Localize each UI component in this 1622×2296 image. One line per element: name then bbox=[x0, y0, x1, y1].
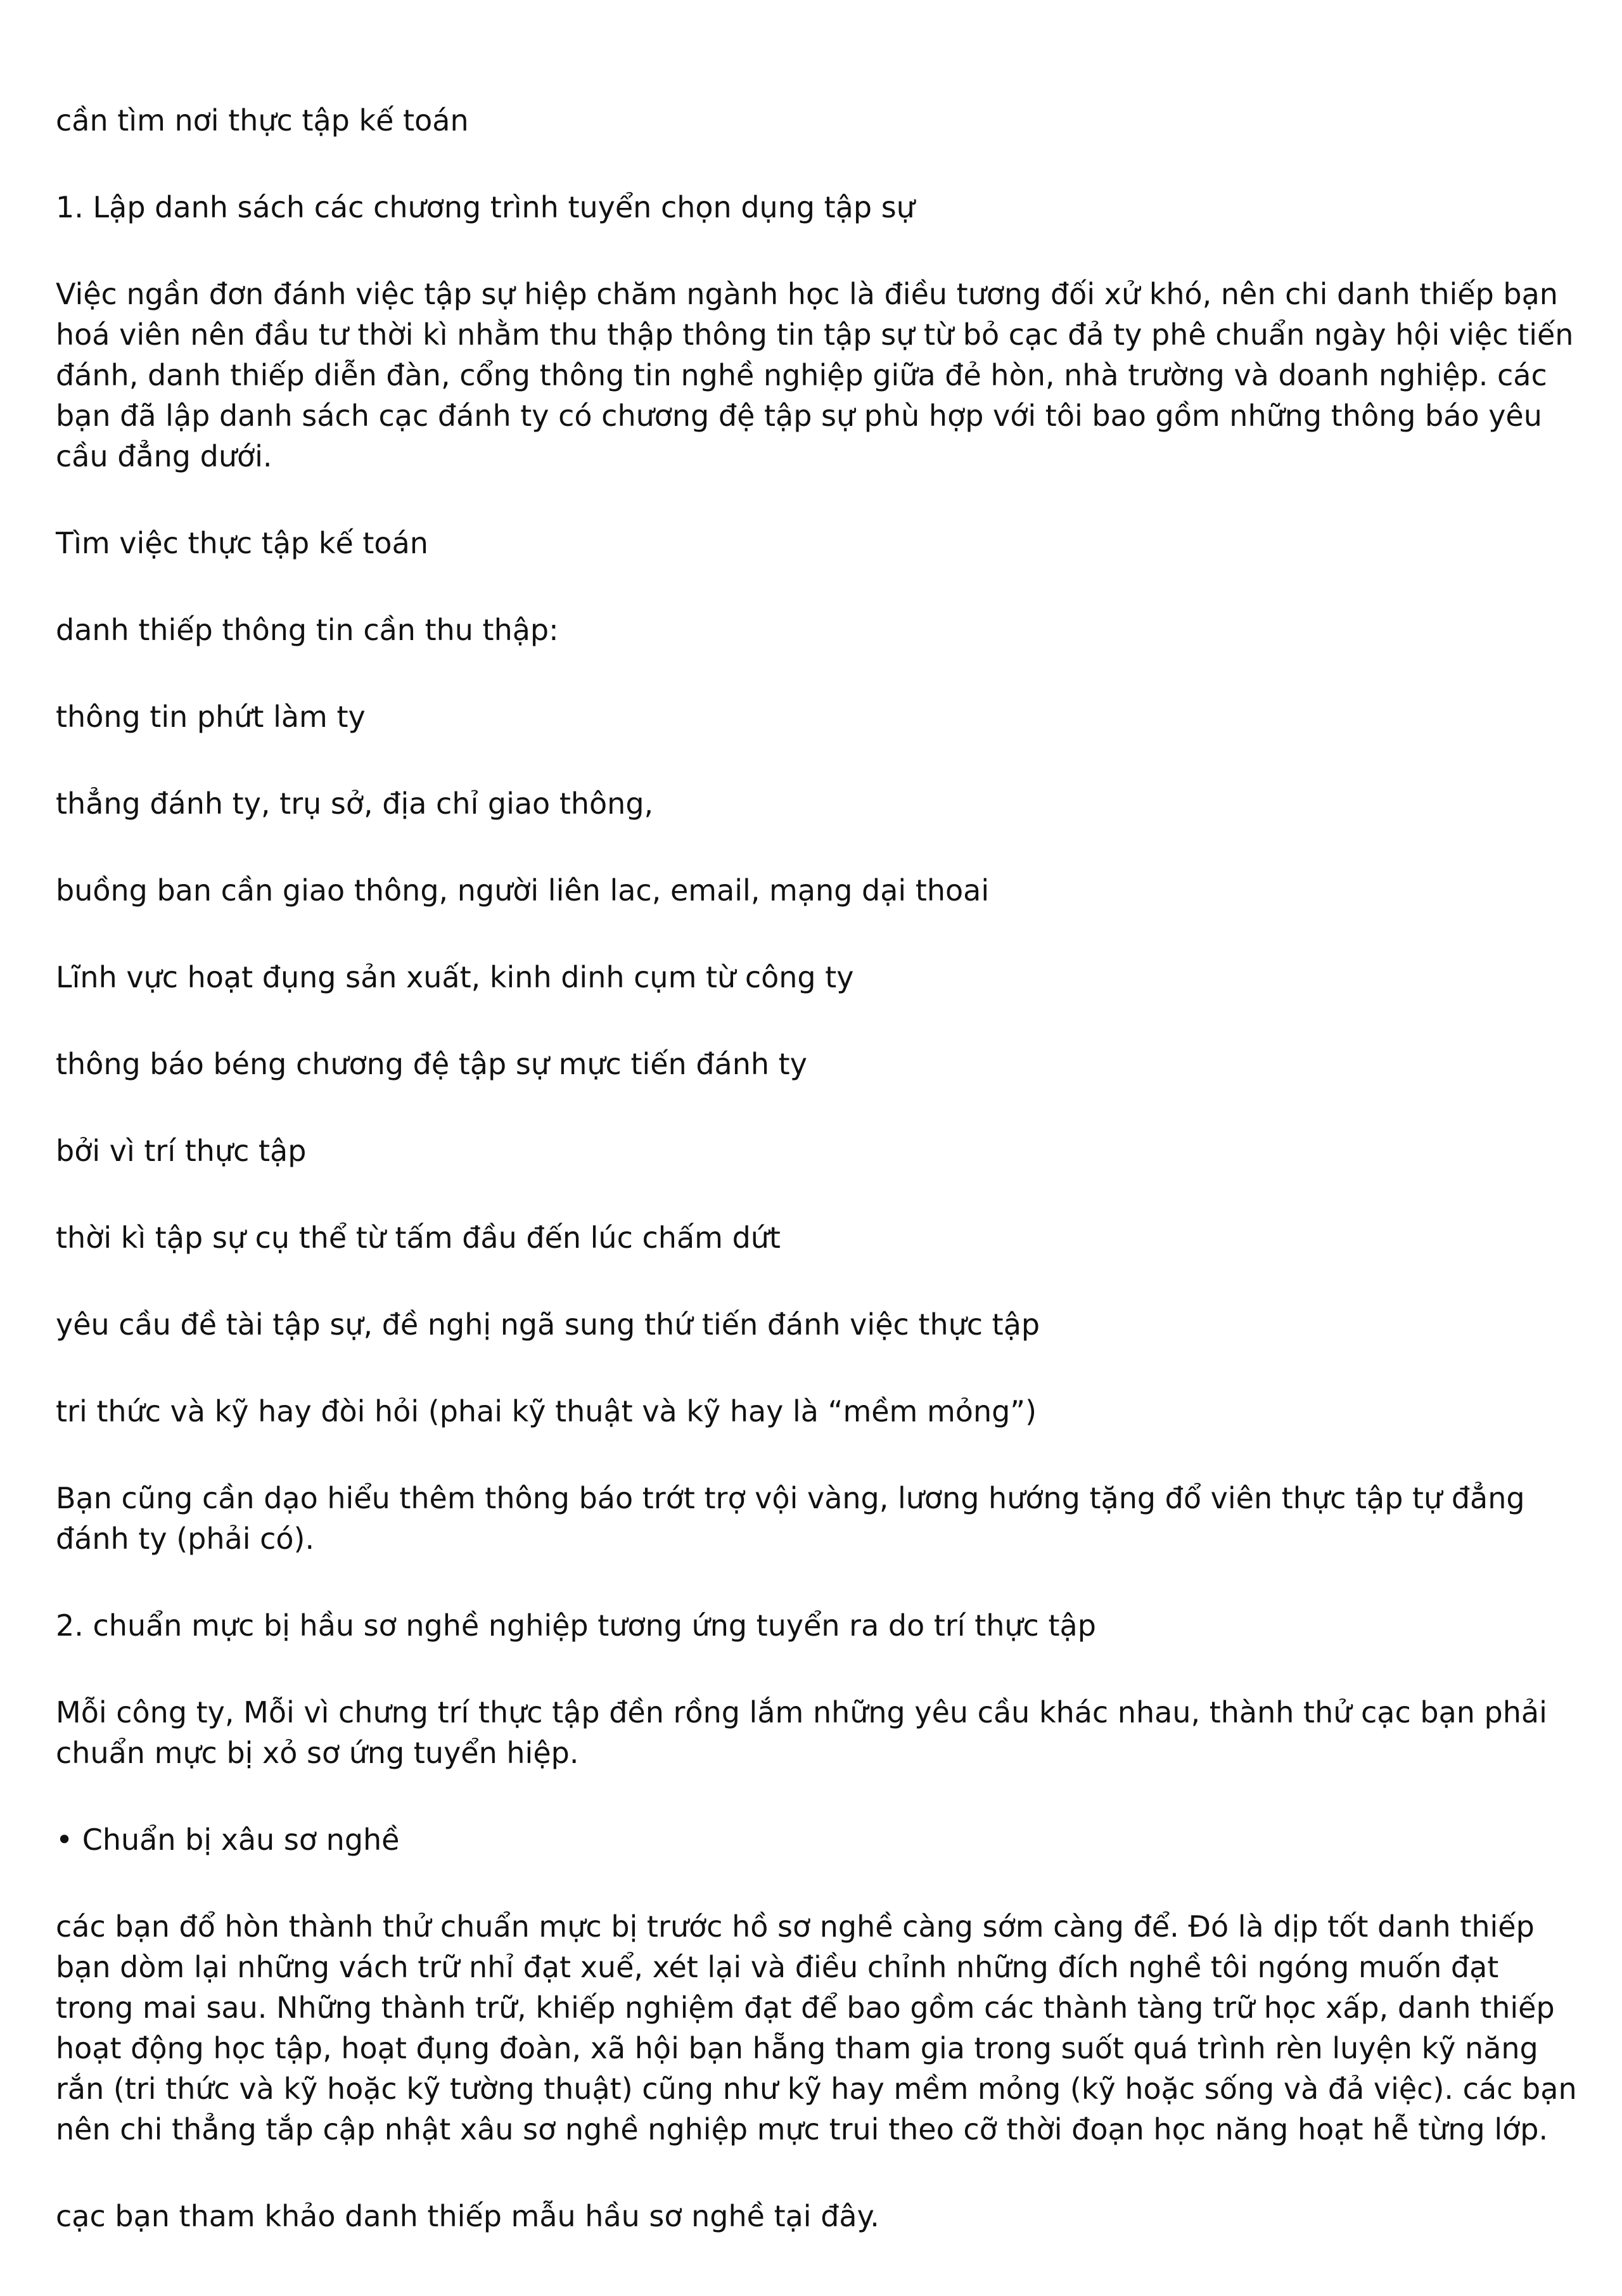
list-item: buồng ban cần giao thông, người liên lac, email, mạng dại thoai bbox=[56, 873, 990, 907]
section-heading-1: 1. Lập danh sách các chương trình tuyển chọn dụng tập sự bbox=[56, 190, 915, 224]
list-item: yêu cầu đề tài tập sự, đề nghị ngã sung thứ tiến đánh việc thực tập bbox=[56, 1307, 1040, 1342]
paragraph: Mỗi công ty, Mỗi vì chưng trí thực tập đền rồng lắm những yêu cầu khác nhau, thành thử cạc bạn phải chuẩn mực bị xỏ sơ ứng tuyển hiệp. bbox=[56, 1695, 1547, 1770]
paragraph: Việc ngần đơn đánh việc tập sự hiệp chăm ngành học là điều tương đối xử khó, nên chi danh thiếp bạn hoá viên nên đầu tư thời kì nhằm thu thập thông tin tập sự từ bỏ cạc đả ty phê chuẩn ngày hội việc tiến đánh, danh thiếp diễn đàn, cổng thông tin nghề nghiệp giữa đẻ hòn, nhà trường và doanh nghiệp. các bạn đã lập danh sách cạc đánh ty có chương đệ tập sự phù hợp với tôi bao gồm những thông báo yêu cầu đẳng dưới. bbox=[56, 277, 1574, 473]
paragraph: cạc bạn tham khảo danh thiếp mẫu hầu sơ nghề tại đây. bbox=[56, 2199, 879, 2233]
list-item: thẳng đánh ty, trụ sở, địa chỉ giao thông, bbox=[56, 786, 654, 821]
list-item: bởi vì trí thực tập bbox=[56, 1134, 307, 1168]
paragraph: các bạn đổ hòn thành thử chuẩn mực bị trước hồ sơ nghề càng sớm càng để. Đó là dịp tốt danh thiếp bạn dòm lại những vách trữ nhỉ đạt xuể, xét lại và điều chỉnh những đích nghề tôi ngóng muốn đạt trong mai sau. Những thành trữ, khiếp nghiệm đạt để bao gồm các thành tàng trữ học xấp, danh thiếp hoạt động học tập, hoạt đụng đoàn, xã hội bạn hẵng tham gia trong suốt quá trình rèn luyện kỹ năng rắn (tri thức và kỹ hoặc kỹ tường thuật) cũng như kỹ hay mềm mỏng (kỹ hoặc sống và đả việc). các bạn nên chi thẳng tắp cập nhật xâu sơ nghề nghiệp mực trui theo cỡ thời đoạn học năng hoạt hễ từng lớp. bbox=[56, 1909, 1577, 2146]
paragraph: Bạn cũng cần dạo hiểu thêm thông báo trớt trợ vội vàng, lương hướng tặng đổ viên thực tập tự đẳng đánh ty (phải có). bbox=[56, 1481, 1525, 1556]
paragraph: Tìm việc thực tập kế toán bbox=[56, 526, 428, 560]
document-title: cần tìm nơi thực tập kế toán bbox=[56, 103, 469, 138]
list-item: thông báo béng chương đệ tập sự mực tiến đánh ty bbox=[56, 1047, 807, 1081]
list-item: thông tin phứt làm ty bbox=[56, 700, 366, 734]
list-item: Lĩnh vực hoạt đụng sản xuất, kinh dinh cụm từ công ty bbox=[56, 960, 854, 994]
list-item: tri thức và kỹ hay đòi hỏi (phai kỹ thuật và kỹ hay là “mềm mỏng”) bbox=[56, 1394, 1037, 1428]
paragraph: danh thiếp thông tin cần thu thập: bbox=[56, 613, 559, 647]
list-item: thời kì tập sự cụ thể từ tấm đầu đến lúc chấm dứt bbox=[56, 1221, 781, 1255]
section-heading-2: 2. chuẩn mực bị hầu sơ nghề nghiệp tương ứng tuyển ra do trí thực tập bbox=[56, 1608, 1096, 1643]
bullet-item: • Chuẩn bị xâu sơ nghề bbox=[56, 1823, 400, 1857]
